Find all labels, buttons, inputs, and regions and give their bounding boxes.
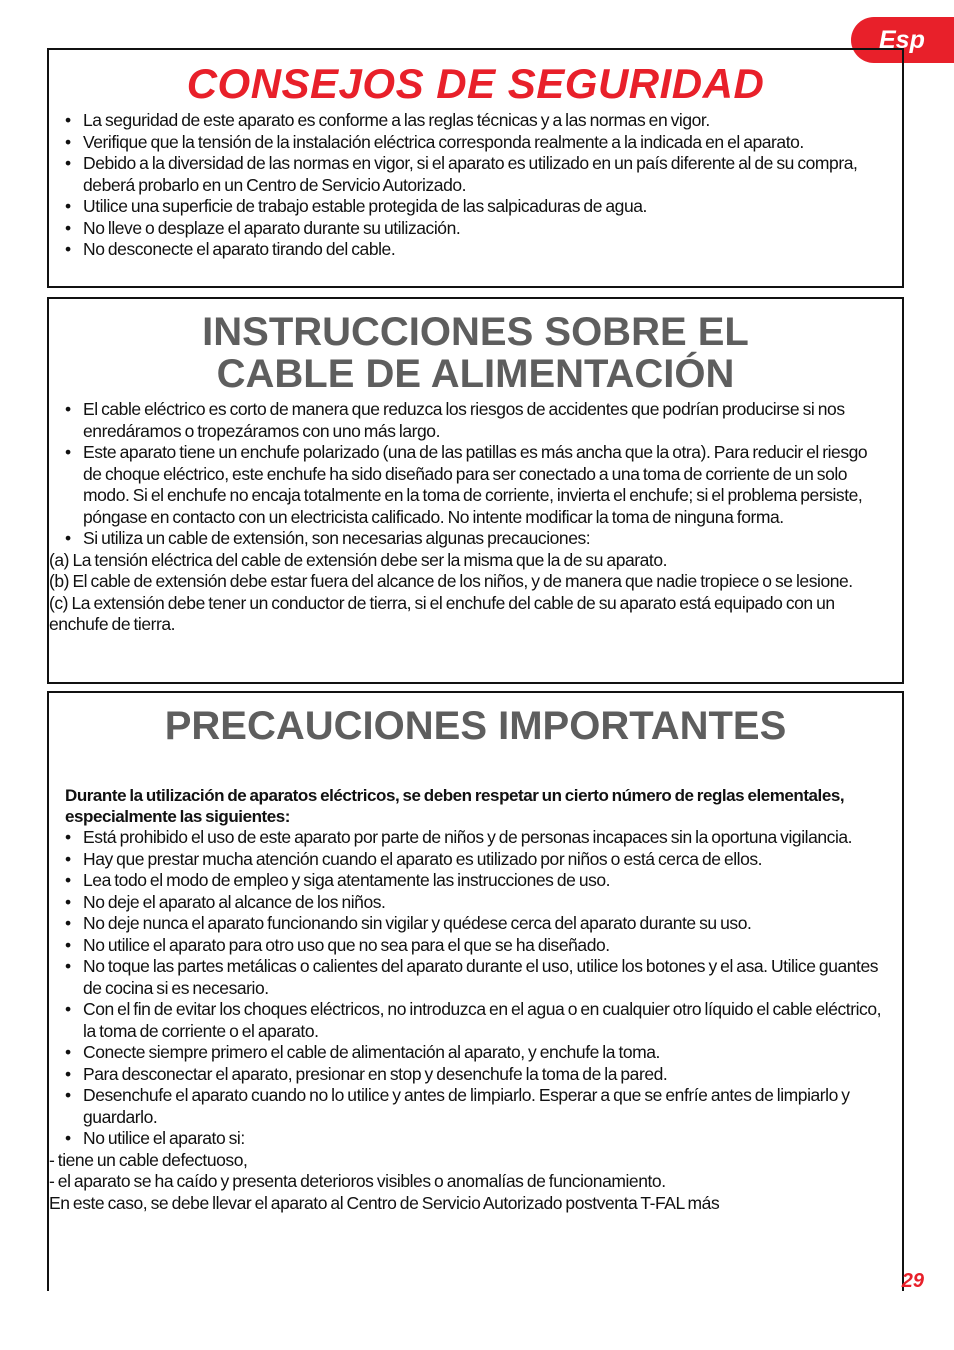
power-cord-section — [47, 297, 904, 684]
precautions-sublist — [49, 1150, 902, 1215]
safety-tips-list — [49, 110, 902, 261]
section-title-power-cord — [49, 311, 902, 395]
important-precautions-section — [47, 691, 904, 1291]
list-item: • No utilice el aparato si: — [83, 1128, 888, 1150]
section-title-precautions: PRECAUCIONES IMPORTANTES — [164, 704, 787, 748]
list-item: • El cable eléctrico es corto de manera que reduzca los riesgos de accidentes que podrían producirse si nos enredáramos o tropezáramos con uno más largo. — [83, 399, 888, 442]
list-item: • Está prohibido el uso de este aparato por parte de niños y de personas incapaces sin la oportuna vigilancia. — [83, 827, 888, 849]
list-item: • No lleve o desplaze el aparato durante su utilización. — [83, 218, 888, 240]
list-item: • Lea todo el modo de empleo y siga atentamente las instrucciones de uso. — [83, 870, 888, 892]
list-item: • No deje el aparato al alcance de los niños. — [83, 892, 888, 914]
list-item: • Utilice una superficie de trabajo estable protegida de las salpicaduras de agua. — [83, 196, 888, 218]
list-item: (a) La tensión eléctrica del cable de extensión debe ser la misma que la de su aparato. — [49, 549, 668, 570]
list-item: • Con el fin de evitar los choques eléctricos, no introduzca en el agua o en cualquier otro líquido el cable eléctrico, la toma de corriente o el aparato. — [83, 999, 888, 1042]
list-item: - el aparato se ha caído y presenta deterioros visibles o anomalías de funcionamiento. — [49, 1171, 666, 1191]
list-item: • Verifique que la tensión de la instalación eléctrica corresponda realmente a la indicada en el aparato. — [83, 132, 888, 154]
precautions-intro: Durante la utilización de aparatos eléctricos, se deben respetar un cierto número de reglas elementales, especialmente las siguientes: — [65, 786, 845, 826]
safety-tips-section — [47, 48, 904, 288]
list-item: • Conecte siempre primero el cable de alimentación al aparato, y enchufe la toma. — [83, 1042, 888, 1064]
list-item: • Desenchufe el aparato cuando no lo utilice y antes de limpiarlo. Esperar a que se enfríe antes de limpiarlo y guardarlo. — [83, 1085, 888, 1128]
language-tab: Esp — [851, 17, 954, 63]
list-item: En este caso, se debe llevar el aparato al Centro de Servicio Autorizado postventa T-FAL más — [49, 1192, 720, 1213]
section-title-safety: CONSEJOS DE SEGURIDAD — [186, 60, 765, 107]
list-item: • Hay que prestar mucha atención cuando el aparato es utilizado por niños o está cerca de ellos. — [83, 849, 888, 871]
list-item: - tiene un cable defectuoso, — [49, 1149, 248, 1170]
list-item: • Si utiliza un cable de extensión, son necesarias algunas precauciones: — [83, 528, 888, 550]
list-item: • Para desconectar el aparato, presionar en stop y desenchufe la toma de la pared. — [83, 1064, 888, 1086]
extension-cord-sublist — [49, 550, 902, 636]
list-item: • La seguridad de este aparato es conforme a las reglas técnicas y a las normas en vigor. — [83, 110, 888, 132]
list-item: (b) El cable de extensión debe estar fuera del alcance de los niños, y de manera que nadie tropiece o se lesione. — [49, 571, 853, 591]
title-line-2: CABLE DE ALIMENTACIÓN — [216, 352, 735, 396]
page-number: 29 — [901, 1270, 924, 1292]
list-item: • No utilice el aparato para otro uso que no sea para el que se ha diseñado. — [83, 935, 888, 957]
list-item: • Este aparato tiene un enchufe polarizado (una de las patillas es más ancha que la otra). Para reducir el riesgo de choque eléctrico, este enchufe ha sido diseñado para ser conectado a una toma de corriente de un solo modo. Si el enchufe no encaja totalmente en la toma de corriente, invierta el enchufe; si el problema persiste, póngase en contacto con un electricista calificado. No intente modificar la toma de ninguna forma. — [83, 442, 888, 528]
list-item: (c) La extensión debe tener un conductor de tierra, si el enchufe del cable de su aparato está equipado con un enchufe de tierra. — [49, 592, 835, 634]
power-cord-list — [49, 399, 902, 550]
list-item: • No toque las partes metálicas o calientes del aparato durante el uso, utilice los botones y el asa. Utilice guantes de cocina si es necesario. — [83, 956, 888, 999]
title-line-1: INSTRUCCIONES SOBRE EL — [202, 310, 749, 354]
list-item: • Debido a la diversidad de las normas en vigor, si el aparato es utilizado en un país diferente al de su compra, deberá probarlo en un Centro de Servicio Autorizado. — [83, 153, 888, 196]
list-item: • No desconecte el aparato tirando del cable. — [83, 239, 888, 261]
precautions-list — [49, 827, 902, 1150]
list-item: • No deje nunca el aparato funcionando sin vigilar y quédese cerca del aparato durante su uso. — [83, 913, 888, 935]
